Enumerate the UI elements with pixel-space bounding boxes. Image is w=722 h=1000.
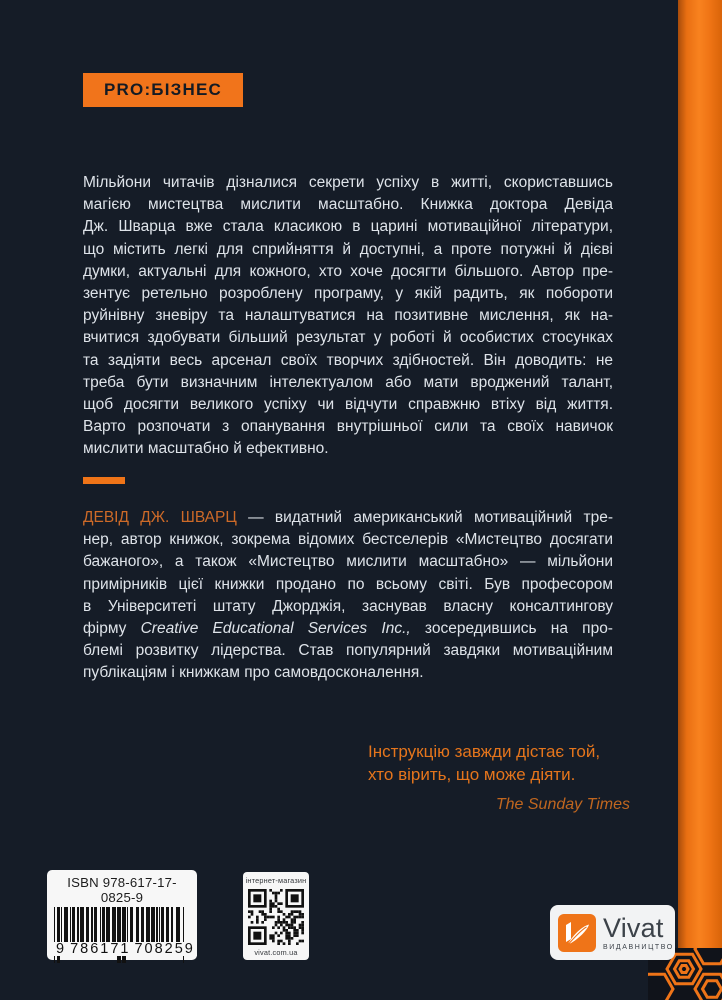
section-divider: [83, 477, 125, 484]
text-line: що містить легкі для сприйняття й доступні, а проте потужні й дієві: [83, 240, 613, 258]
text-line: треба бути визначним інтелектуалом або мати вроджений талант,: [83, 373, 613, 391]
text-line: мислити масштабно й ефективно.: [83, 440, 329, 458]
vivat-feather-icon: [558, 914, 596, 952]
text-line: бажаного», а також «Мистецтво мислити масштабно» — мільйони: [83, 553, 613, 571]
text-line: Мільйони читачів дізналися секрети успіху в житті, скориставшись: [83, 174, 613, 191]
text-line: руйнівну зневіру та налаштуватися на позитивне мислення, як на-: [83, 307, 613, 325]
text-line: та задіяти весь арсенал своїх творчих здібностей. Він доводить: не: [83, 351, 613, 369]
press-quote: [368, 740, 630, 816]
text-line: думки, актуальні для кожного, хто хоче досягти більшого. Автор пре-: [83, 262, 613, 280]
quote-attribution: The Sunday Times: [495, 796, 630, 813]
qr-url: vivat.com.ua: [254, 948, 298, 957]
bio-text: зосередившись на про-: [410, 619, 613, 637]
qr-panel: [243, 872, 309, 960]
company-name: Creative Educational Services Inc.,: [140, 619, 411, 637]
bio-text: фірму: [83, 619, 141, 637]
publisher-text: [603, 912, 674, 951]
qr-code: [248, 889, 304, 945]
text-line: зентує ретельно розроблену програму, у якій радить, як побороти: [83, 284, 613, 302]
text-line: в Університеті штату Джорджія, заснував власну консалтингову: [83, 597, 613, 615]
text-line: Варто розпочати з опанування внутрішньої сили та своїх навичок: [83, 418, 613, 436]
barcode-digit-group: 786171: [70, 941, 131, 957]
quote-line: Інструкцію завжди дістає той,: [368, 742, 601, 761]
publisher-name: Vivat: [603, 912, 664, 943]
bio-line: [83, 618, 613, 640]
barcode-digit-group: 708259: [134, 941, 195, 957]
quote-line: хто вірить, що може діяти.: [368, 765, 576, 784]
series-badge: PRO:БІЗНЕС: [83, 73, 243, 107]
text-line: примірників цієї книжки продано по всьому світі. Був професором: [83, 575, 613, 593]
qr-top-label: інтернет-магазин: [245, 876, 307, 885]
text-line: Дж. Шварца вже стала класикою в царині мотиваційної літератури,: [83, 218, 613, 236]
isbn-number: ISBN 978-617-17-0825-9: [67, 875, 177, 905]
publisher-logo: [550, 905, 675, 960]
bio-text: — видатний американський мотиваційний тре-: [236, 509, 613, 526]
isbn-barcode-panel: [47, 870, 197, 960]
text-line: блемі розвитку лідерства. Став популярний завдяки мотиваційним: [83, 642, 613, 660]
text-line: нер, автор книжок, зокрема відомих бестселерів «Мистецтво досягати: [83, 531, 613, 549]
text-line: вчитися здобувати більший результат у роботі й особистих стосунках: [83, 329, 613, 347]
author-name: ДЕВІД ДЖ. ШВАРЦ: [83, 509, 237, 526]
book-blurb: [83, 172, 613, 460]
text-line: магією мистецтва мислити масштабно. Книжка доктора Девіда: [83, 196, 613, 214]
bio-line: [83, 507, 613, 529]
author-bio: [83, 507, 613, 685]
publisher-subtitle: ВИДАВНИЦТВО: [603, 943, 674, 951]
text-line: публікаціям і книжкам про самовдосконалення.: [83, 664, 424, 682]
barcode-digit-group: 9: [56, 941, 67, 957]
barcode-digits: [54, 940, 195, 957]
text-line: щоб досягти великого успіху чи відчути справжню втіху від життя.: [83, 395, 613, 413]
spine-strip: [678, 0, 722, 1000]
